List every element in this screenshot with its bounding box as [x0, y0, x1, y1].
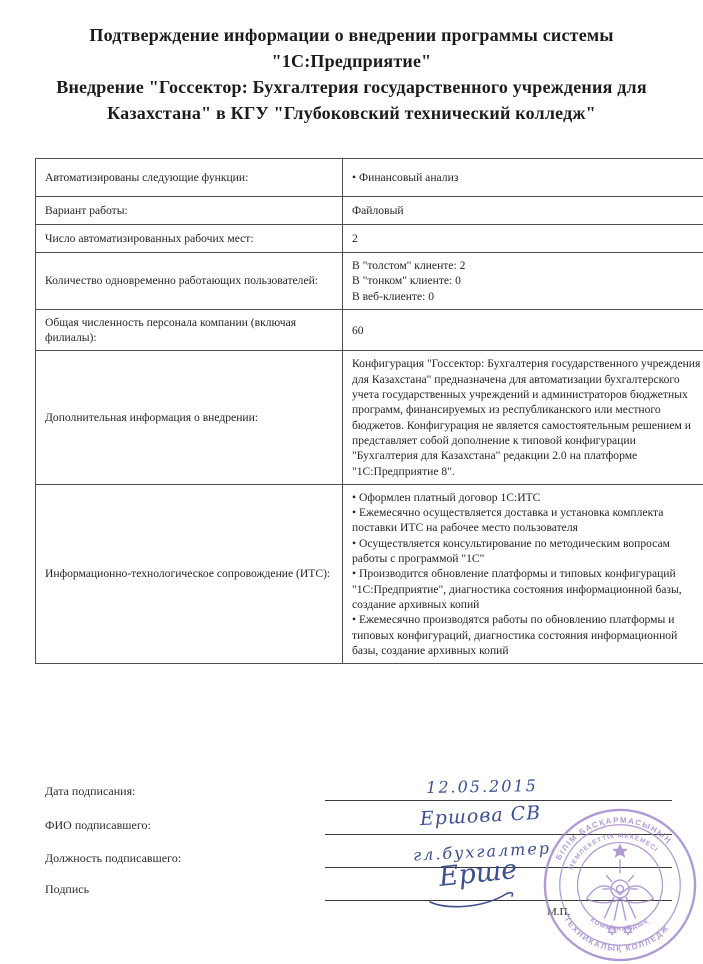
table-row [36, 253, 703, 310]
client-line-web: В веб-клиенте: 0 [352, 289, 435, 303]
implementation-info-table [35, 158, 703, 664]
row-value-staff-count: 60 [343, 309, 703, 351]
signer-name-label: ФИО подписавшего: [45, 818, 151, 832]
row-label-work-variant: Вариант работы: [36, 197, 343, 225]
official-round-stamp [541, 806, 699, 964]
handwritten-date: 12.05.2015 [426, 776, 538, 797]
stamp-text-outer-bottom: ТЕХНИКАЛЫҚ КОЛЛЕДЖ [562, 914, 672, 954]
stamp-bottom-ornaments [608, 925, 632, 934]
client-line-thick: В "толстом" клиенте: 2 [352, 259, 466, 272]
bullet-item: • Производится обновление платформы и типовых конфигураций "1С:Предприятие", диагностика состояния информационной базы, создание архивных копий [352, 567, 682, 611]
title-line-system: Подтверждение информации о внедрении программы системы "1С:Предприятие" [89, 25, 614, 71]
bullet-item: • Осуществляется консультирование по методическим вопросам работы с программой "1С" [352, 536, 671, 566]
client-line-thin: В "тонком" клиенте: 0 [352, 274, 461, 288]
table-row [36, 309, 703, 351]
row-label-staff-count: Общая численность персонала компании (включая филиалы): [36, 309, 343, 351]
table-row [36, 159, 703, 197]
row-value-functions [343, 159, 703, 197]
row-value-concurrent-users [343, 253, 703, 310]
stamp-outer-ring [545, 810, 695, 960]
row-value-workplaces: 2 [343, 225, 703, 253]
row-value-work-variant: Файловый [343, 197, 703, 225]
row-label-functions: Автоматизированы следующие функции: [36, 159, 343, 197]
handwritten-name: Ершова СВ [419, 801, 542, 831]
stamp-text-inner-top: МЕМЛЕКЕТТІК МЕКЕМЕСІ [567, 832, 660, 871]
handwritten-signature: Ерше [437, 853, 519, 894]
stamp-text-inner-bottom: КОММУНАЛДЫҚ [588, 916, 651, 933]
table-row [36, 225, 703, 253]
date-signed-line [325, 800, 672, 801]
signer-position-label: Должность подписавшего: [45, 851, 182, 865]
signature-label: Подпись [45, 882, 90, 896]
handwritten-position: гл.бухгалтер [412, 838, 552, 865]
table-row [36, 197, 703, 225]
document-title [18, 22, 685, 126]
row-label-its: Информационно-технологическое сопровождение (ИТС): [36, 484, 343, 663]
row-label-workplaces: Число автоматизированных рабочих мест: [36, 225, 343, 253]
svg-text:КОММУНАЛДЫҚ [589, 917, 650, 933]
bullet-item: • Ежемесячно производятся работы по обновлению платформы и типовых конфигураций, диагностика состояния информационной базы, создание архивных копий [352, 613, 678, 657]
bullet-item: • Оформлен платный договор 1С:ИТС [352, 490, 541, 504]
kazakhstan-emblem-icon [586, 844, 653, 921]
svg-text:ТЕХНИКАЛЫҚ КОЛЛЕДЖ [562, 915, 671, 953]
row-value-additional-info: Конфигурация "Госсектор: Бухгалтерия государственного учреждения для Казахстана" предназначена для автоматизации бухгалтерского учета государственных учреждений и администраторов бюджетных программ, финансируемых из республиканского или местного бюджетов. Конфигурация не является самостоятельным решением и представляет собой дополнение к типовой конфигурации "Бухгалтерия для Казахстана" редакции 2.0 на платформе "1С:Предприятие 8". [343, 351, 703, 484]
bullet-item: • Финансовый анализ [352, 170, 459, 184]
signer-name-line [325, 834, 672, 835]
row-value-its [343, 484, 703, 663]
table-row [36, 351, 703, 484]
table-row [36, 484, 703, 663]
row-label-additional-info: Дополнительная информация о внедрении: [36, 351, 343, 484]
stamp-text-outer-top: БІЛІМ БАСҚАРМАСЫНЫҢ [553, 815, 674, 862]
date-signed-label: Дата подписания: [45, 784, 136, 798]
stamp-inner-ring [578, 843, 663, 928]
stamp-place-mark: М.П. [547, 906, 571, 918]
bullet-item: • Ежемесячно осуществляется доставка и установка комплекта поставки ИТС на рабочее место пользователя [352, 506, 664, 535]
title-line-implementation: Внедрение "Госсектор: Бухгалтерия государственного учреждения для Казахстана" в КГУ "Глубоковский технический колледж" [56, 77, 647, 123]
row-label-concurrent-users: Количество одновременно работающих пользователей: [36, 253, 343, 310]
signature-flourish [428, 888, 518, 910]
